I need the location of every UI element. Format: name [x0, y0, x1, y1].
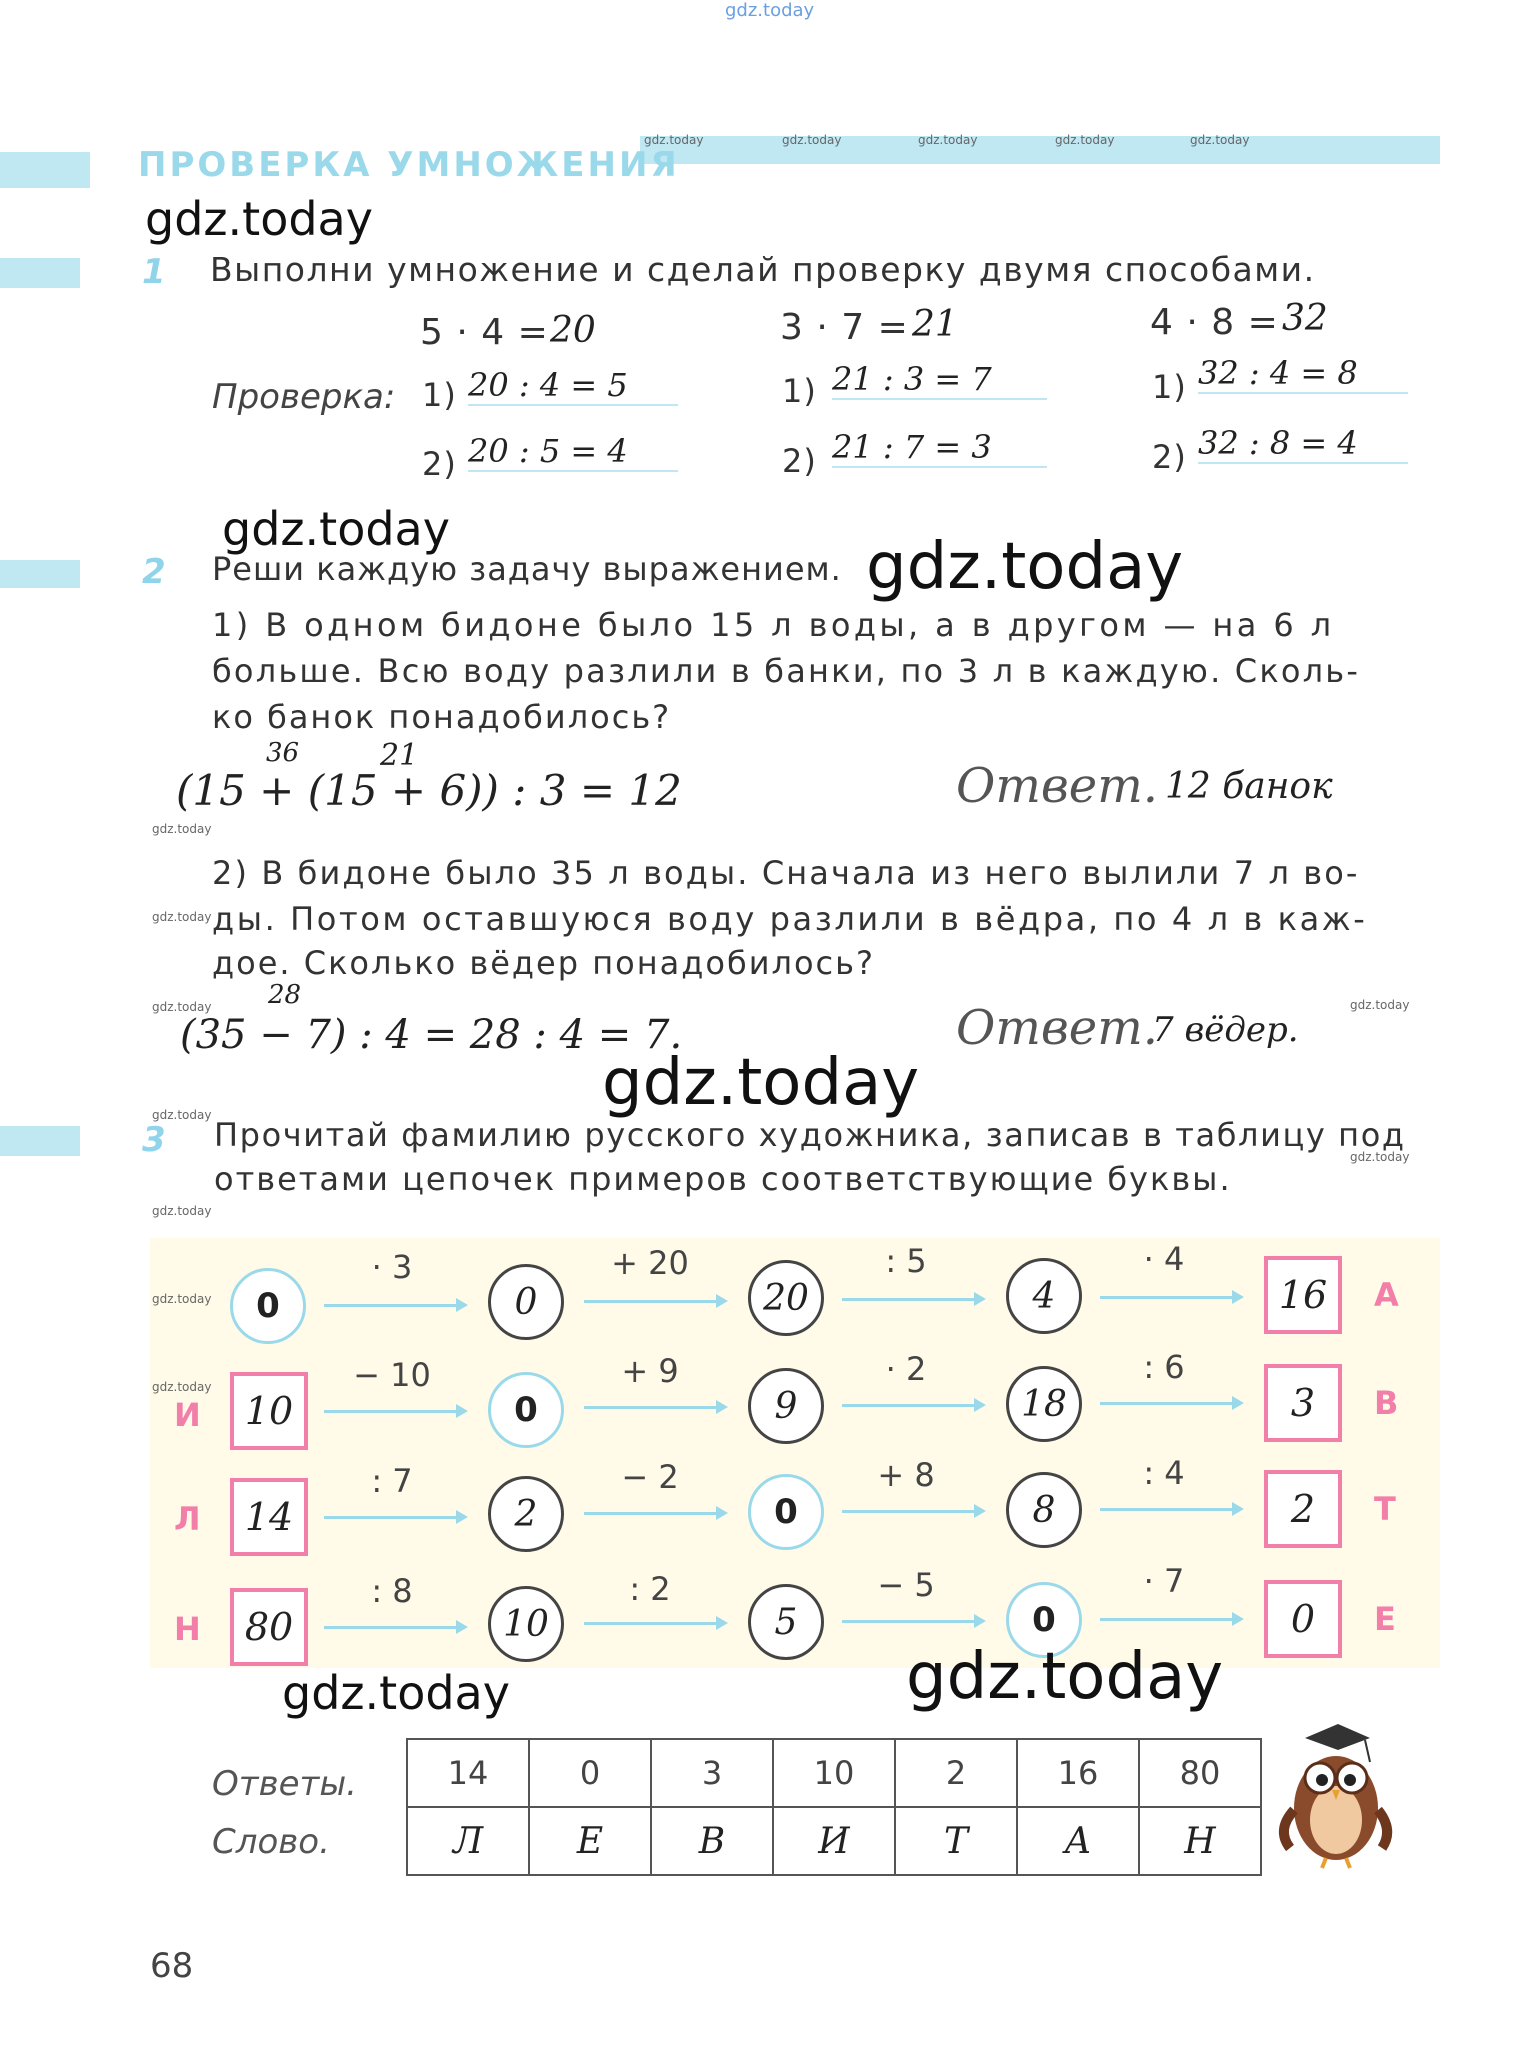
handwritten-answer: 21 [912, 304, 958, 345]
chain-node: 0 [1006, 1582, 1082, 1658]
arrow [842, 1510, 982, 1513]
task-1-text: Выполни умножение и сделай проверку двумя способами. [210, 250, 1316, 289]
chain-node: 4 [1006, 1258, 1082, 1334]
word-label: Слово. [212, 1822, 330, 1862]
operation-label: + 20 [611, 1244, 689, 1282]
word-cell: В [651, 1807, 773, 1875]
answer-cell: 16 [1017, 1739, 1139, 1807]
chain-node: 10 [488, 1586, 564, 1662]
chain-node: 18 [1006, 1366, 1082, 1442]
watermark-small: gdz.today [1190, 133, 1250, 147]
problem-2-line: 2) В бидоне было 35 л воды. Сначала из него вылили 7 л во- [212, 854, 1360, 892]
page-number: 68 [150, 1946, 194, 1986]
operation-label: · 3 [371, 1248, 413, 1286]
watermark-big: gdz.today [145, 192, 373, 246]
watermark-small: gdz.today [1350, 998, 1410, 1012]
check-2: 32 : 8 = 4 [1198, 424, 1408, 464]
watermark-small: gdz.today [152, 822, 212, 836]
watermark-small: gdz.today [918, 133, 978, 147]
result-box: 2 [1264, 1470, 1342, 1548]
start-letter: И [174, 1396, 201, 1434]
task-3-line: ответами цепочек примеров соответствующие буквы. [214, 1160, 1232, 1198]
solution-1: (15 + (15 + 6)) : 3 = 12 [176, 766, 682, 815]
answer-table [406, 1738, 1262, 1876]
answers-label: Ответы. [212, 1764, 357, 1804]
problem-1-line: 1) В одном бидоне было 15 л воды, а в другом — на 6 л [212, 606, 1335, 644]
result-box: 0 [1264, 1580, 1342, 1658]
answers-row [407, 1739, 1261, 1807]
answer-cell: 3 [651, 1739, 773, 1807]
chain-node: 0 [230, 1268, 306, 1344]
answer-cell: 80 [1139, 1739, 1261, 1807]
task-2-number: 2 [142, 552, 166, 592]
watermark-small: gdz.today [152, 1380, 212, 1394]
check-1-number: 1) [1152, 368, 1187, 406]
header-bar-right [640, 136, 1440, 164]
word-cell: Е [529, 1807, 651, 1875]
problem-1-line: ко банок понадобилось? [212, 698, 672, 736]
solution-2: (35 − 7) : 4 = 28 : 4 = 7. [180, 1012, 683, 1058]
operation-label: : 8 [371, 1572, 413, 1610]
owl-illustration [1270, 1720, 1400, 1870]
arrow [842, 1404, 982, 1407]
operation-label: : 2 [629, 1570, 671, 1608]
task-1-check-label: Проверка: [212, 377, 396, 417]
arrow [1100, 1296, 1240, 1299]
arrow [324, 1304, 464, 1307]
handwritten-answer: 32 [1282, 298, 1328, 339]
word-cell: И [773, 1807, 895, 1875]
problem-2-line: ды. Потом оставшуюся воду разлили в вёдра, по 4 л в каж- [212, 900, 1368, 938]
page-title: ПРОВЕРКА УМНОЖЕНИЯ [138, 145, 680, 185]
check-2: 20 : 5 = 4 [468, 432, 678, 472]
arrow [584, 1406, 724, 1409]
watermark-small: gdz.today [644, 133, 704, 147]
solution-1-answer: 12 банок [1165, 766, 1333, 807]
arrow [1100, 1508, 1240, 1511]
start-box: 80 [230, 1588, 308, 1666]
watermark-small: gdz.today [1055, 133, 1115, 147]
task-1-number: 1 [142, 252, 166, 292]
arrow [584, 1300, 724, 1303]
start-letter: Л [174, 1500, 201, 1538]
start-box: 10 [230, 1372, 308, 1450]
arrow [842, 1298, 982, 1301]
chain-node: 0 [488, 1264, 564, 1340]
chain-node: 5 [748, 1584, 824, 1660]
watermark-small: gdz.today [152, 1108, 212, 1122]
answer-cell: 0 [529, 1739, 651, 1807]
expression: 3 · 7 = [780, 307, 909, 348]
answer-label: Ответ. [956, 1000, 1158, 1056]
operation-label: − 5 [877, 1566, 935, 1604]
arrow [1100, 1402, 1240, 1405]
handwritten-answer: 20 [550, 310, 596, 351]
check-1: 20 : 4 = 5 [468, 366, 678, 406]
check-1: 21 : 3 = 7 [832, 360, 1047, 400]
check-2-number: 2) [422, 445, 457, 483]
chain-node: 0 [488, 1372, 564, 1448]
task-2-text: Реши каждую задачу выражением. [212, 550, 842, 588]
answer-label: Ответ. [956, 758, 1158, 814]
arrow [324, 1516, 464, 1519]
operation-label: : 7 [371, 1462, 413, 1500]
arrow [324, 1626, 464, 1629]
watermark-top: gdz.today [725, 0, 815, 21]
watermark-small: gdz.today [1350, 1150, 1410, 1164]
result-box: 16 [1264, 1256, 1342, 1334]
check-1: 32 : 4 = 8 [1198, 354, 1408, 394]
answer-cell: 10 [773, 1739, 895, 1807]
check-2-number: 2) [782, 442, 817, 480]
answer-cell: 2 [895, 1739, 1017, 1807]
word-row [407, 1807, 1261, 1875]
answer-cell: 14 [407, 1739, 529, 1807]
watermark-big: gdz.today [866, 530, 1184, 604]
watermark-big: gdz.today [602, 1046, 920, 1120]
hint-number: 21 [380, 738, 419, 773]
arrow [324, 1410, 464, 1413]
chain-node: 2 [488, 1476, 564, 1552]
task-bar [0, 258, 80, 288]
result-letter: Е [1374, 1600, 1396, 1638]
watermark-big: gdz.today [222, 502, 450, 556]
word-cell: Л [407, 1807, 529, 1875]
check-2: 21 : 7 = 3 [832, 428, 1047, 468]
operation-label: : 6 [1143, 1348, 1185, 1386]
arrow [842, 1620, 982, 1623]
operation-label: − 2 [621, 1458, 679, 1496]
task-bar [0, 1126, 80, 1156]
watermark-small: gdz.today [152, 1000, 212, 1014]
start-letter: Н [174, 1610, 201, 1648]
problem-1-line: больше. Всю воду разлили в банки, по 3 л в каждую. Сколь- [212, 652, 1361, 690]
operation-label: · 2 [885, 1350, 927, 1388]
watermark-small: gdz.today [152, 1292, 212, 1306]
task-bar [0, 560, 80, 588]
result-letter: В [1374, 1384, 1399, 1422]
operation-label: : 5 [885, 1242, 927, 1280]
result-letter: А [1374, 1276, 1399, 1314]
operation-label: + 9 [621, 1352, 679, 1390]
task-3-line: Прочитай фамилию русского художника, записав в таблицу под [214, 1116, 1406, 1154]
operation-label: · 7 [1143, 1562, 1185, 1600]
operation-label: + 8 [877, 1456, 935, 1494]
check-2-number: 2) [1152, 438, 1187, 476]
arrow [1100, 1618, 1240, 1621]
arrow [584, 1512, 724, 1515]
watermark-small: gdz.today [152, 910, 212, 924]
solution-2-answer: 7 вёдер. [1152, 1010, 1299, 1050]
operation-label: : 4 [1143, 1454, 1185, 1492]
header-bar-left [0, 152, 90, 188]
check-1-number: 1) [782, 372, 817, 410]
word-cell: Т [895, 1807, 1017, 1875]
watermark-big: gdz.today [282, 1666, 510, 1720]
chain-node: 8 [1006, 1472, 1082, 1548]
chain-node: 0 [748, 1474, 824, 1550]
check-1-number: 1) [422, 376, 457, 414]
task-3-number: 3 [142, 1120, 166, 1160]
watermark-small: gdz.today [152, 1204, 212, 1218]
chain-node: 9 [748, 1368, 824, 1444]
operation-label: · 4 [1143, 1240, 1185, 1278]
result-letter: Т [1374, 1490, 1396, 1528]
result-box: 3 [1264, 1364, 1342, 1442]
start-box: 14 [230, 1478, 308, 1556]
watermark-small: gdz.today [782, 133, 842, 147]
operation-label: − 10 [353, 1356, 431, 1394]
arrow [584, 1622, 724, 1625]
expression: 4 · 8 = [1150, 302, 1279, 343]
hint-number: 28 [268, 980, 302, 1010]
word-cell: Н [1139, 1807, 1261, 1875]
chain-node: 20 [748, 1260, 824, 1336]
watermark-big: gdz.today [906, 1640, 1224, 1714]
word-cell: А [1017, 1807, 1139, 1875]
expression: 5 · 4 = [420, 312, 549, 353]
hint-number: 36 [266, 738, 300, 768]
problem-2-line: дое. Сколько вёдер понадобилось? [212, 944, 875, 982]
